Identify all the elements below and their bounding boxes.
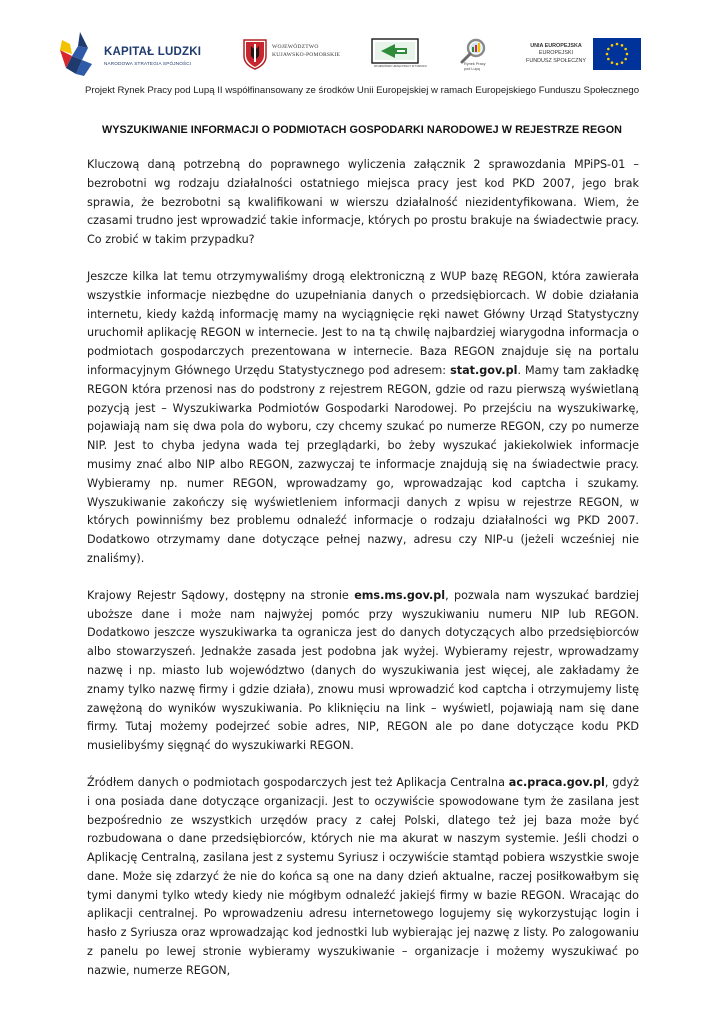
paragraph-3-text-a: Krajowy Rejestr Sądowy, dostępny na stronie [87,588,355,602]
eu-star-icon [626,53,629,56]
ems-ms-gov-link: ems.ms.gov.pl [354,588,446,602]
rynek-pracy-logo [454,38,494,74]
paragraph-3-text-b: , pozwala nam wyszukać bardziej uboższe dane i może nam najwyżej pomóc przy wyszukiwaniu numeru NIP lub REGON. Dodatkowo jeszcze wyszukiwarka ta ogranicza jest do danych dotyczących albo przedsiębiorców albo stowarzyszeń. Jednakże zasada jest podobna jak wyżej. Wybieramy rejestr, wprowadzamy nazwę i np. miasto lub województwo (danych do wyszukiwania jest więcej, ale zakładamy że znamy tylko nazwę firmy i gdzie działa), znowu musi wprowadzić kod captcha i otrzymujemy listę zawężoną do wyników wyszukiwania. Po kliknięciu na link – wyświetl, pojawiają nam się dane firmy. Tutaj możemy podejrzeć sobie adres, NIP, REGON ale po dane dotyczące kodu PKD musielibyśmy sięgnąć do wyszukiwarki REGON. [87,588,639,753]
paragraph-3 [87,587,639,756]
rynek-pracy-line2: pod Lupą [464,66,480,71]
wojewodztwo-line2: KUJAWSKO-POMORSKIE [272,52,341,58]
magnifier-icon [454,38,494,64]
paragraph-1 [87,156,639,250]
wojewodztwo-name [272,43,340,59]
eu-logo [524,38,642,72]
eu-star-icon [621,44,624,47]
eu-star-icon [611,61,614,64]
eu-star-icon [607,58,610,61]
paragraph-2-text-b: . Mamy tam zakładkę REGON która przenosi nas do podstrony z rejestrem REGON, gdzie od razu pierwszą wyświetlaną pozycją jest – Wyszukiwarka Podmiotów Gospodarki Narodowej. Po przejściu na wyszukiwarkę, pojawiają nam się dwa pola do wyboru, czy chcemy szukać po numerze REGON, czy po numerze NIP. Jest to chyba jedyna wada tej przeglądarki, bo żeby wyszukać jakiekolwiek informacje musimy znać albo NIP albo REGON, zazwyczaj te informacje znajdują się na świadectwie pracy. Wybieramy np. numer REGON, wprowadzamy go, wprowadzając kod captcha i szukamy. Wyszukiwanie zakończy się wyświetleniem informacji danych z wpisu w rejestrze REGON, w których powinniśmy bez problemu odnaleźć informacje o rodzaju działalności wg PKD 2007. Dodatkowo otrzymamy dane dotyczące pełnej nazwy, adresu czy NIP-u (jeżeli wcześniej nie znaliśmy). [87,363,639,565]
kapital-ludzki-emblem-icon [58,30,102,78]
project-line: Projekt Rynek Pracy pod Lupą II współfinansowany ze środków Unii Europejskiej w ramach Europejskiego Funduszu Społecznego [84,85,640,96]
paragraph-2 [87,268,639,569]
wup-emblem-icon [371,38,419,64]
eu-star-icon [624,48,627,51]
ac-praca-gov-link: ac.praca.gov.pl [508,775,605,789]
eu-star-icon [606,53,609,56]
kapital-ludzki-title: KAPITAŁ LUDZKI [104,46,202,58]
eu-line3: FUNDUSZ SPOŁECZNY [526,57,586,64]
wojewodztwo-line1: WOJEWÓDZTWO [272,44,319,50]
stat-gov-link: stat.gov.pl [450,363,518,377]
logo-bar [58,26,642,82]
paragraph-4-text-a: Źródłem danych o podmiotach gospodarczych jest też Aplikacja Centralna [87,775,509,789]
document-title: WYSZUKIWANIE INFORMACJI O PODMIOTACH GOSPODARKI NARODOWEJ W REJESTRZE REGON [101,124,623,136]
eu-star-icon [616,63,619,66]
document-body [87,156,639,999]
paragraph-4 [87,774,639,981]
eu-line2: EUROPEJSKI [538,50,574,57]
eu-star-icon [616,43,619,46]
rynek-pracy-line1: Rynek Pracy [464,62,486,66]
paragraph-1-text: Kluczową daną potrzebną do poprawnego wyliczenia załącznik 2 sprawozdania MPiPS-01 – bezrobotni wg rodzaju działalności ostatniego miejsca pracy jest kod PKD 2007, jego brak sprawia, że bezrobotni są kwalifikowani w wierszu działalność niezidentyfikowana. Wiem, że czasami trudno jest wprowadzić takie informacje, których po prostu brakuje na świadectwie pracy. Co zrobić w takim przypadku? [87,158,639,247]
kapital-ludzki-subtitle: NARODOWA STRATEGIA SPÓJNOŚCI [104,61,192,66]
eu-text [524,43,588,65]
eu-star-icon [611,44,614,47]
eu-star-icon [624,58,627,61]
eu-star-icon [607,48,610,51]
eu-flag-icon [593,38,641,70]
coat-of-arms-icon [242,38,268,70]
wup-caption: WOJEWÓDZKI URZĄD PRACY W TORUNIU [374,65,427,68]
eu-line1: UNIA EUROPEJSKA [530,43,582,49]
wup-logo [371,38,427,72]
rynek-pracy-name [464,62,486,71]
kapital-ludzki-logo [58,30,208,78]
paragraph-2-text-a: Jeszcze kilka lat temu otrzymywaliśmy drogą elektroniczną z WUP bazę REGON, która zawierała wszystkie informacje niezbędne do uzupełniania danych o przedsiębiorcach. W dobie działania internetu, kiedy każdą informację mamy na wyciągnięcie ręki nawet Główny Urząd Statystyczny uruchomił aplikację REGON w internecie. Jest to na tą chwilę najbardziej wiarygodna informacja o podmiotach gospodarczych prezentowana w internecie. Baza REGON znajduje się na portalu informacyjnym Głównego Urzędu Statystycznego pod adresem: [87,269,639,377]
wojewodztwo-logo [242,38,352,72]
paragraph-4-text-b: , gdyż i ona posiada dane dotyczące organizacji. Jest to oczywiście spowodowane tym że zasilana jest bezpośrednio ze wszystkich urzędów pracy z całej Polski, dlatego też jej baza może być rozbudowana o dane przedsiębiorców, których nie ma akurat w naszym systemie. Jeśli chodzi o Aplikację Centralną, zasilana jest z systemu Syriusz i oczywiście stamtąd pobiera wszystkie swoje dane. Może się zdarzyć że nie do końca są one na dany dzień aktualne, raczej posiłkowałbym się tymi danymi tylko wtedy kiedy nie mógłbym odnaleźć jakiejś firmy w bazie REGON. Wracając do aplikacji centralnej. Po wprowadzeniu adresu internetowego logujemy się wykorzystując login i hasło z Syriusza oraz wprowadzając kod jednostki lub wybierając jej nazwę z listy. Po zalogowaniu z panelu po lewej stronie wybieramy wyszukiwanie – organizacje i możemy wyszukiwać po nazwie, numerze REGON, [87,775,639,977]
eu-star-icon [621,61,624,64]
